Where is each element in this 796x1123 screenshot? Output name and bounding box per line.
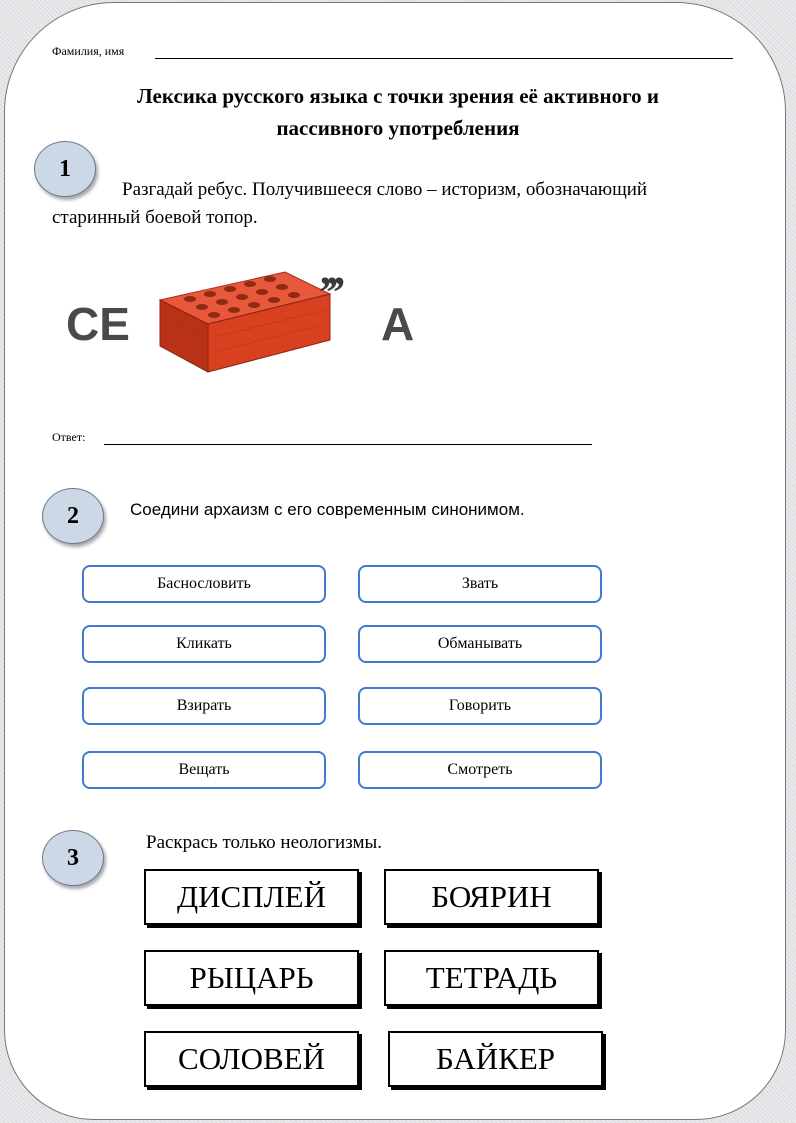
archaism-card[interactable]: Вещать (82, 751, 326, 789)
task-1-text-line1: Разгадай ребус. Получившееся слово – историзм, обозначающий (122, 179, 648, 200)
synonym-card[interactable]: Говорить (358, 687, 602, 725)
word-box[interactable]: БАЙКЕР (388, 1031, 603, 1087)
task-3-badge: 3 (42, 830, 104, 886)
page-title-line1: Лексика русского языка с точки зрения её активного и (137, 84, 659, 108)
name-field-line[interactable] (155, 58, 733, 59)
task-1-text-line2: старинный боевой топор. (52, 207, 258, 228)
brick-image (150, 262, 340, 374)
synonym-card[interactable]: Смотреть (358, 751, 602, 789)
archaism-card[interactable]: Баснословить (82, 565, 326, 603)
task-2-text: Соедини архаизм с его современным синонимом. (130, 500, 525, 519)
task-2-badge: 2 (42, 488, 104, 544)
rebus-commas: ,,, (320, 245, 341, 294)
word-box[interactable]: РЫЦАРЬ (144, 950, 359, 1006)
word-box[interactable]: ТЕТРАДЬ (384, 950, 599, 1006)
task-3-text: Раскрась только неологизмы. (146, 832, 382, 853)
answer-label: Ответ: (52, 430, 86, 444)
rebus-letters-left: СЕ (66, 298, 130, 350)
rebus-letter-right: А (381, 298, 415, 350)
page-title-line2: пассивного употребления (276, 116, 520, 140)
task-1-badge: 1 (34, 141, 96, 197)
word-box[interactable]: БОЯРИН (384, 869, 599, 925)
name-label: Фамилия, имя (52, 44, 125, 58)
word-box[interactable]: СОЛОВЕЙ (144, 1031, 359, 1087)
synonym-card[interactable]: Обманывать (358, 625, 602, 663)
synonym-card[interactable]: Звать (358, 565, 602, 603)
archaism-card[interactable]: Взирать (82, 687, 326, 725)
word-box[interactable]: ДИСПЛЕЙ (144, 869, 359, 925)
answer-field-line[interactable] (104, 444, 592, 445)
archaism-card[interactable]: Кликать (82, 625, 326, 663)
